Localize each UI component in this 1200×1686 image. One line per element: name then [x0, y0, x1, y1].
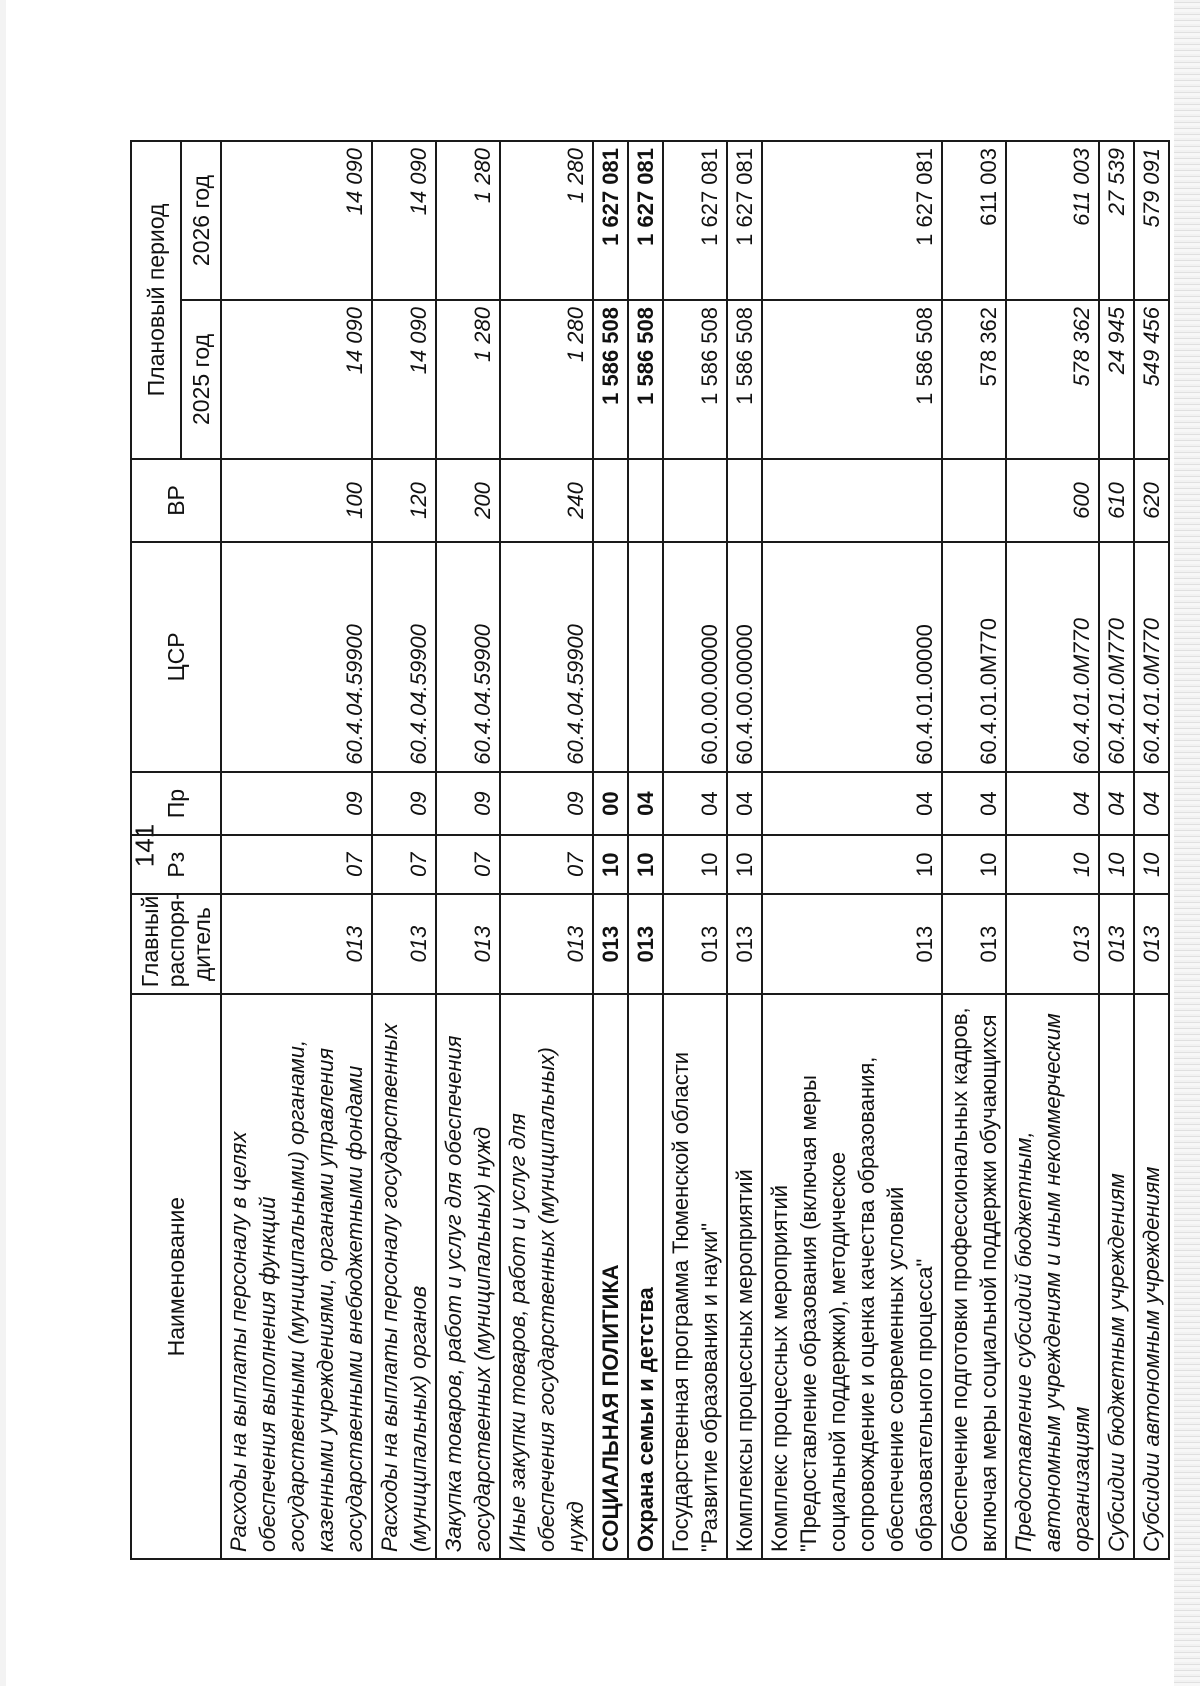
- cell-vr: [593, 459, 628, 542]
- cell-rz: 07: [372, 835, 436, 894]
- cell-2025: 1 586 508: [628, 300, 663, 459]
- cell-pr: 00: [593, 772, 628, 836]
- cell-csr: 60.4.01.00000: [762, 542, 942, 772]
- cell-name: Обеспечение подготовки профессиональных кадров, включая меры социальной поддержки обучающихся: [942, 994, 1006, 1559]
- table-row: [593, 141, 628, 1559]
- cell-pr: 09: [372, 772, 436, 836]
- cell-pr: 04: [942, 772, 1006, 836]
- cell-name: Комплексы процессных мероприятий: [727, 994, 762, 1559]
- cell-2025: 1 280: [436, 300, 500, 459]
- cell-rz: 10: [762, 835, 942, 894]
- cell-pr: 04: [663, 772, 727, 836]
- header-plan-period: Плановый период: [131, 141, 181, 459]
- cell-2025: 549 456: [1134, 300, 1169, 459]
- cell-2026: 611 003: [1006, 141, 1099, 300]
- rotated-table-wrapper: [130, 140, 1164, 1560]
- scan-left-edge: [0, 0, 6, 1686]
- cell-name: Охрана семьи и детства: [628, 994, 663, 1559]
- cell-2025: 1 586 508: [663, 300, 727, 459]
- table-row: [221, 141, 372, 1559]
- cell-rz: 07: [500, 835, 593, 894]
- table-row: [942, 141, 1006, 1559]
- cell-csr: 60.4.01.0М770: [942, 542, 1006, 772]
- cell-vr: [942, 459, 1006, 542]
- cell-csr: 60.4.00.00000: [727, 542, 762, 772]
- cell-csr: [628, 542, 663, 772]
- cell-glavny: 013: [500, 894, 593, 994]
- cell-csr: 60.4.04.59900: [436, 542, 500, 772]
- cell-2025: 1 586 508: [727, 300, 762, 459]
- budget-table: [130, 140, 1170, 1560]
- cell-2026: 1 280: [436, 141, 500, 300]
- header-name: Наименование: [131, 994, 221, 1559]
- cell-2026: 1 627 081: [663, 141, 727, 300]
- cell-name: Государственная программа Тюменской области "Развитие образования и науки": [663, 994, 727, 1559]
- table-row: [1006, 141, 1099, 1559]
- cell-pr: 04: [1134, 772, 1169, 836]
- cell-glavny: 013: [727, 894, 762, 994]
- cell-name: Закупка товаров, работ и услуг для обеспечения государственных (муниципальных) нужд: [436, 994, 500, 1559]
- header-csr: ЦСР: [131, 542, 221, 772]
- cell-vr: [762, 459, 942, 542]
- table-row: [663, 141, 727, 1559]
- cell-vr: 240: [500, 459, 593, 542]
- cell-pr: 04: [762, 772, 942, 836]
- cell-name: Комплекс процессных мероприятий "Предоставление образования (включая меры социальной поддержки), методическое сопровождение и оценка качества образования, обеспечение современных условий образовательного процесса": [762, 994, 942, 1559]
- cell-2026: 1 627 081: [727, 141, 762, 300]
- cell-2026: 27 539: [1099, 141, 1134, 300]
- cell-name: Расходы на выплаты персоналу в целях обеспечения выполнения функций государственными (муниципальными) органами, казенными учреждениями, органами управления государственными внебюджетными фондами: [221, 994, 372, 1559]
- cell-glavny: 013: [663, 894, 727, 994]
- cell-csr: 60.4.04.59900: [500, 542, 593, 772]
- header-2025: 2025 год: [181, 300, 221, 459]
- cell-glavny: 013: [221, 894, 372, 994]
- cell-2025: 578 362: [1006, 300, 1099, 459]
- cell-name: СОЦИАЛЬНАЯ ПОЛИТИКА: [593, 994, 628, 1559]
- table-row: [628, 141, 663, 1559]
- cell-2025: 1 586 508: [593, 300, 628, 459]
- cell-rz: 10: [628, 835, 663, 894]
- cell-name: Расходы на выплаты персоналу государственных (муниципальных) органов: [372, 994, 436, 1559]
- cell-csr: 60.0.00.00000: [663, 542, 727, 772]
- cell-pr: 04: [1099, 772, 1134, 836]
- cell-glavny: 013: [593, 894, 628, 994]
- cell-rz: 10: [1134, 835, 1169, 894]
- cell-csr: 60.4.04.59900: [221, 542, 372, 772]
- cell-glavny: 013: [372, 894, 436, 994]
- cell-csr: 60.4.01.0М770: [1099, 542, 1134, 772]
- cell-glavny: 013: [1099, 894, 1134, 994]
- cell-name: Субсидии автономным учреждениям: [1134, 994, 1169, 1559]
- cell-pr: 04: [628, 772, 663, 836]
- cell-2026: 611 003: [942, 141, 1006, 300]
- table-row: [436, 141, 500, 1559]
- cell-pr: 04: [727, 772, 762, 836]
- header-rz: Рз: [131, 835, 221, 894]
- cell-vr: 200: [436, 459, 500, 542]
- table-row: [762, 141, 942, 1559]
- cell-rz: 10: [942, 835, 1006, 894]
- cell-glavny: 013: [1134, 894, 1169, 994]
- cell-csr: 60.4.01.0М770: [1134, 542, 1169, 772]
- cell-2025: 1 280: [500, 300, 593, 459]
- cell-2025: 14 090: [221, 300, 372, 459]
- cell-glavny: 013: [628, 894, 663, 994]
- cell-rz: 10: [663, 835, 727, 894]
- table-row: [1099, 141, 1134, 1559]
- cell-2026: 14 090: [221, 141, 372, 300]
- cell-glavny: 013: [436, 894, 500, 994]
- cell-name: Предоставление субсидий бюджетным, автономным учреждениям и иным некоммерческим организациям: [1006, 994, 1099, 1559]
- header-glavny: Главный распоря- дитель: [131, 894, 221, 994]
- cell-rz: 07: [436, 835, 500, 894]
- cell-2026: 1 627 081: [762, 141, 942, 300]
- cell-pr: 09: [500, 772, 593, 836]
- cell-2025: 578 362: [942, 300, 1006, 459]
- cell-vr: 120: [372, 459, 436, 542]
- cell-2026: 1 280: [500, 141, 593, 300]
- cell-vr: 620: [1134, 459, 1169, 542]
- cell-rz: 10: [593, 835, 628, 894]
- cell-rz: 10: [1099, 835, 1134, 894]
- cell-rz: 10: [1006, 835, 1099, 894]
- cell-csr: 60.4.04.59900: [372, 542, 436, 772]
- table-row: [372, 141, 436, 1559]
- cell-name: Иные закупки товаров, работ и услуг для обеспечения государственных (муниципальных) нужд: [500, 994, 593, 1559]
- table-row: [500, 141, 593, 1559]
- cell-csr: 60.4.01.0М770: [1006, 542, 1099, 772]
- cell-vr: 100: [221, 459, 372, 542]
- cell-2026: 14 090: [372, 141, 436, 300]
- cell-2025: 14 090: [372, 300, 436, 459]
- cell-pr: 04: [1006, 772, 1099, 836]
- cell-vr: 600: [1006, 459, 1099, 542]
- cell-2026: 1 627 081: [593, 141, 628, 300]
- page-number: 141: [129, 823, 160, 868]
- cell-rz: 10: [727, 835, 762, 894]
- cell-vr: [628, 459, 663, 542]
- table-row: [727, 141, 762, 1559]
- cell-name: Субсидии бюджетным учреждениям: [1099, 994, 1134, 1559]
- cell-glavny: 013: [1006, 894, 1099, 994]
- cell-vr: 610: [1099, 459, 1134, 542]
- cell-rz: 07: [221, 835, 372, 894]
- cell-2026: 1 627 081: [628, 141, 663, 300]
- cell-csr: [593, 542, 628, 772]
- cell-2025: 24 945: [1099, 300, 1134, 459]
- cell-glavny: 013: [762, 894, 942, 994]
- cell-pr: 09: [436, 772, 500, 836]
- header-2026: 2026 год: [181, 141, 221, 300]
- header-pr: Пр: [131, 772, 221, 836]
- cell-vr: [727, 459, 762, 542]
- header-vr: ВР: [131, 459, 221, 542]
- cell-2025: 1 586 508: [762, 300, 942, 459]
- cell-vr: [663, 459, 727, 542]
- cell-glavny: 013: [942, 894, 1006, 994]
- scan-right-edge: [1174, 0, 1200, 1686]
- table-row: [1134, 141, 1169, 1559]
- cell-pr: 09: [221, 772, 372, 836]
- cell-2026: 579 091: [1134, 141, 1169, 300]
